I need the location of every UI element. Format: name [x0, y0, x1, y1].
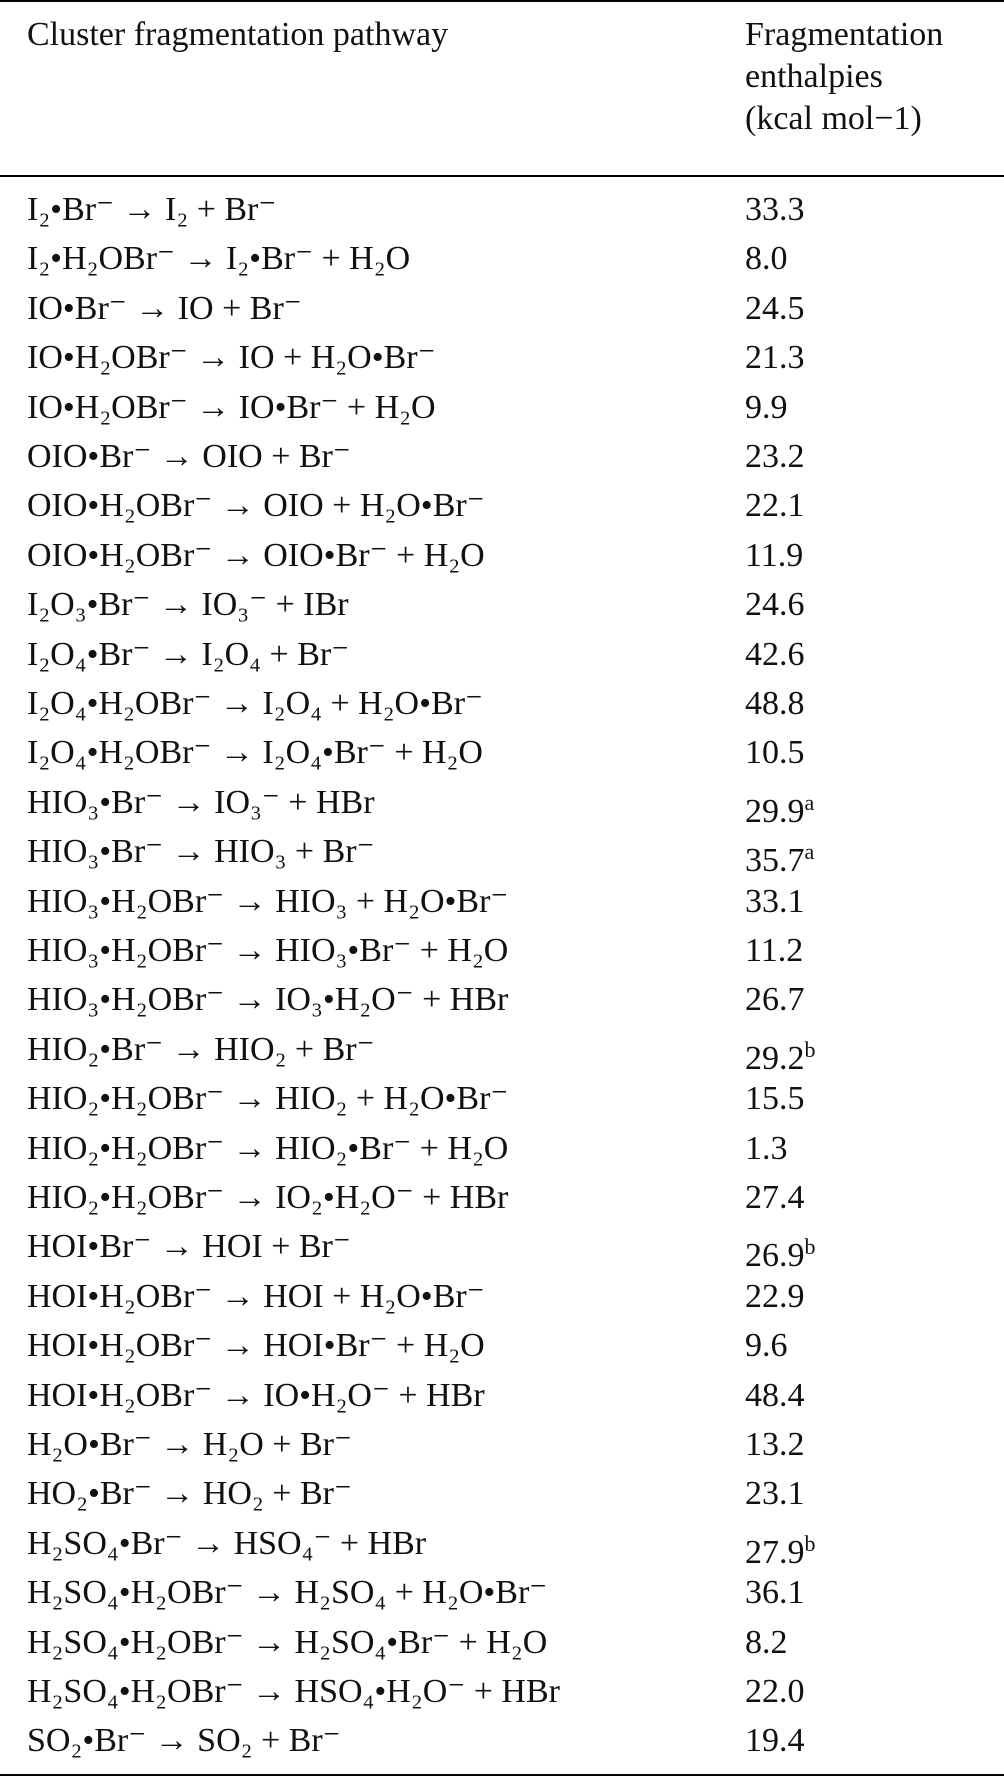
enthalpy-value: 48.4	[745, 1376, 805, 1414]
table-row	[0, 1372, 1004, 1421]
table-row	[0, 1619, 1004, 1668]
enthalpy-value: 22.0	[745, 1673, 805, 1710]
footnote-marker: b	[804, 1234, 816, 1260]
enthalpy-value: 23.1	[745, 1475, 805, 1513]
fragmentation-pathway: HIO₃•H₂OBr⁻ → IO₃•H₂O⁻ + HBr	[27, 981, 509, 1019]
column-header-enthalpy-line: Fragmentation	[745, 16, 944, 53]
table-row	[0, 1223, 1004, 1275]
table-row	[0, 1322, 1004, 1371]
fragmentation-enthalpy	[745, 587, 805, 623]
fragmentation-enthalpy	[745, 1427, 805, 1463]
enthalpy-value: 42.6	[745, 635, 805, 673]
table-row	[0, 828, 1004, 880]
fragmentation-enthalpy	[745, 982, 805, 1018]
enthalpy-value: 35.7	[745, 842, 805, 880]
fragmentation-pathway: I₂•H₂OBr⁻ → I₂•Br⁻ + H₂O	[27, 240, 411, 278]
fragmentation-enthalpy	[745, 488, 805, 524]
fragmentation-enthalpy	[745, 241, 788, 277]
fragmentation-pathway: HOI•H₂OBr⁻ → HOI + H₂O•Br⁻	[27, 1277, 485, 1315]
enthalpy-value: 1.3	[745, 1129, 788, 1167]
fragmentation-enthalpy	[745, 933, 803, 969]
enthalpy-value: 24.5	[745, 289, 805, 327]
table-row	[0, 1273, 1004, 1322]
fragmentation-enthalpy	[745, 291, 805, 327]
fragmentation-enthalpy	[745, 1131, 788, 1167]
fragmentation-pathway: HIO₂•H₂OBr⁻ → HIO₂ + H₂O•Br⁻	[27, 1080, 509, 1118]
fragmentation-enthalpy	[745, 1575, 805, 1611]
fragmentation-enthalpy	[745, 1328, 788, 1364]
fragmentation-pathway: OIO•H₂OBr⁻ → OIO + H₂O•Br⁻	[27, 487, 485, 525]
fragmentation-enthalpy	[745, 538, 803, 574]
footnote-marker: b	[804, 1036, 816, 1062]
table-row	[0, 186, 1004, 235]
table-row	[0, 1520, 1004, 1569]
fragmentation-pathway: I₂O₃•Br⁻ → IO₃⁻ + IBr	[27, 586, 349, 624]
fragmentation-pathway: IO•Br⁻ → IO + Br⁻	[27, 289, 302, 327]
fragmentation-pathway: HIO₂•H₂OBr⁻ → HIO₂•Br⁻ + H₂O	[27, 1129, 509, 1167]
table-bottom-rule	[0, 1774, 1004, 1776]
table-row	[0, 1075, 1004, 1124]
fragmentation-enthalpy	[745, 735, 805, 771]
table-row	[0, 1668, 1004, 1717]
table-row	[0, 384, 1004, 433]
enthalpy-value: 11.9	[745, 536, 804, 574]
fragmentation-pathway: HIO₂•Br⁻ → HIO₂ + Br⁻	[27, 1030, 375, 1068]
table-top-rule	[0, 0, 1004, 2]
column-header-enthalpy	[745, 14, 1000, 140]
enthalpy-value: 29.9	[745, 792, 805, 830]
column-header-enthalpy-unit: (kcal mol−1)	[745, 100, 922, 137]
table-row	[0, 1125, 1004, 1174]
enthalpy-value: 23.2	[745, 438, 805, 475]
fragmentation-enthalpy	[745, 686, 805, 722]
enthalpy-value: 22.1	[745, 487, 805, 525]
fragmentation-enthalpy	[745, 390, 788, 426]
table-row	[0, 976, 1004, 1025]
table-row	[0, 680, 1004, 729]
fragmentation-pathway: HIO₃•Br⁻ → IO₃⁻ + HBr	[27, 783, 375, 821]
fragmentation-enthalpy	[745, 1625, 788, 1661]
table-row	[0, 532, 1004, 581]
fragmentation-enthalpy	[745, 340, 805, 376]
enthalpy-value: 24.6	[745, 586, 805, 624]
fragmentation-pathway: HIO₃•H₂OBr⁻ → HIO₃ + H₂O•Br⁻	[27, 882, 509, 920]
table-row	[0, 1421, 1004, 1470]
fragmentation-pathway: HIO₃•Br⁻ → HIO₃ + Br⁻	[27, 833, 375, 871]
enthalpy-value: 9.9	[745, 388, 788, 426]
fragmentation-enthalpy	[745, 834, 814, 879]
fragmentation-pathway: H₂O•Br⁻ → H₂O + Br⁻	[27, 1426, 352, 1463]
enthalpy-value: 22.9	[745, 1277, 805, 1315]
table-row	[0, 1569, 1004, 1618]
enthalpy-value: 11.2	[745, 932, 804, 969]
fragmentation-enthalpy	[745, 884, 805, 920]
table-row	[0, 482, 1004, 531]
enthalpy-value: 33.3	[745, 191, 805, 228]
enthalpy-value: 27.9	[745, 1533, 805, 1571]
table-row	[0, 433, 1004, 482]
table-row	[0, 235, 1004, 284]
enthalpy-value: 21.3	[745, 339, 805, 377]
fragmentation-enthalpy	[745, 1526, 816, 1571]
enthalpy-value: 36.1	[745, 1574, 805, 1612]
fragmentation-enthalpy	[745, 637, 805, 673]
enthalpy-value: 8.2	[745, 1623, 788, 1661]
enthalpy-value: 15.5	[745, 1080, 805, 1118]
table-row	[0, 878, 1004, 927]
fragmentation-enthalpy	[745, 785, 814, 830]
fragmentation-pathway: I₂O₄•H₂OBr⁻ → I₂O₄ + H₂O•Br⁻	[27, 685, 483, 722]
footnote-marker: b	[804, 1530, 816, 1556]
column-header-pathway: Cluster fragmentation pathway	[27, 16, 449, 53]
fragmentation-enthalpy	[745, 1378, 805, 1414]
fragmentation-pathway: I₂O₄•H₂OBr⁻ → I₂O₄•Br⁻ + H₂O	[27, 734, 483, 772]
table-row	[0, 779, 1004, 828]
enthalpy-value: 9.6	[745, 1327, 788, 1365]
enthalpy-value: 8.0	[745, 240, 788, 278]
fragmentation-enthalpy	[745, 192, 805, 228]
table-row	[0, 334, 1004, 383]
enthalpy-value: 33.1	[745, 882, 805, 920]
fragmentation-pathway: IO•H₂OBr⁻ → IO•Br⁻ + H₂O	[27, 388, 436, 426]
column-header-enthalpy-line: enthalpies	[745, 58, 883, 95]
fragmentation-enthalpy	[745, 1229, 816, 1274]
enthalpy-value: 48.8	[745, 685, 805, 722]
fragmentation-pathway: HIO₂•H₂OBr⁻ → IO₂•H₂O⁻ + HBr	[27, 1179, 509, 1216]
fragmentation-pathway: OIO•Br⁻ → OIO + Br⁻	[27, 438, 351, 475]
table-row	[0, 285, 1004, 334]
enthalpy-value: 13.2	[745, 1426, 805, 1463]
fragmentation-enthalpy	[745, 1723, 805, 1759]
enthalpy-value: 26.9	[745, 1237, 805, 1275]
fragmentation-pathway: IO•H₂OBr⁻ → IO + H₂O•Br⁻	[27, 339, 436, 377]
enthalpy-value: 26.7	[745, 981, 805, 1019]
fragmentation-pathway: HOI•H₂OBr⁻ → HOI•Br⁻ + H₂O	[27, 1327, 485, 1365]
fragmentation-pathway: H₂SO₄•Br⁻ → HSO₄⁻ + HBr	[27, 1524, 427, 1562]
enthalpy-value: 29.2	[745, 1039, 805, 1077]
fragmentation-enthalpy	[745, 1279, 805, 1315]
table-header-rule	[0, 175, 1004, 177]
fragmentation-pathway: HO₂•Br⁻ → HO₂ + Br⁻	[27, 1475, 352, 1513]
enthalpy-value: 10.5	[745, 734, 805, 772]
fragmentation-pathway: SO₂•Br⁻ → SO₂ + Br⁻	[27, 1722, 341, 1760]
fragmentation-pathway: H₂SO₄•H₂OBr⁻ → H₂SO₄•Br⁻ + H₂O	[27, 1623, 548, 1661]
fragmentation-pathway: HOI•H₂OBr⁻ → IO•H₂O⁻ + HBr	[27, 1376, 485, 1414]
table-row	[0, 1026, 1004, 1075]
fragmentation-enthalpy	[745, 1180, 805, 1216]
fragmentation-pathway: HOI•Br⁻ → HOI + Br⁻	[27, 1228, 351, 1266]
fragmentation-enthalpy	[745, 1032, 816, 1077]
table-row	[0, 729, 1004, 778]
table-row	[0, 1717, 1004, 1766]
enthalpy-value: 27.4	[745, 1179, 805, 1216]
fragmentation-enthalpy	[745, 1081, 805, 1117]
table-row	[0, 581, 1004, 630]
fragmentation-pathway: I₂O₄•Br⁻ → I₂O₄ + Br⁻	[27, 635, 350, 673]
fragmentation-pathway: HIO₃•H₂OBr⁻ → HIO₃•Br⁻ + H₂O	[27, 932, 509, 969]
fragmentation-pathway: H₂SO₄•H₂OBr⁻ → HSO₄•H₂O⁻ + HBr	[27, 1673, 560, 1710]
fragmentation-enthalpy	[745, 439, 805, 475]
enthalpy-value: 19.4	[745, 1722, 805, 1760]
fragmentation-pathway: I₂•Br⁻ → I₂ + Br⁻	[27, 191, 277, 228]
fragmentation-pathway: H₂SO₄•H₂OBr⁻ → H₂SO₄ + H₂O•Br⁻	[27, 1574, 548, 1612]
table-row	[0, 1174, 1004, 1223]
fragmentation-pathway: OIO•H₂OBr⁻ → OIO•Br⁻ + H₂O	[27, 536, 485, 574]
table-row	[0, 631, 1004, 680]
table-row	[0, 1470, 1004, 1519]
fragmentation-enthalpy	[745, 1674, 805, 1710]
table-row	[0, 927, 1004, 976]
footnote-marker: a	[804, 789, 815, 815]
footnote-marker: a	[804, 839, 815, 865]
fragmentation-enthalpy	[745, 1476, 805, 1512]
